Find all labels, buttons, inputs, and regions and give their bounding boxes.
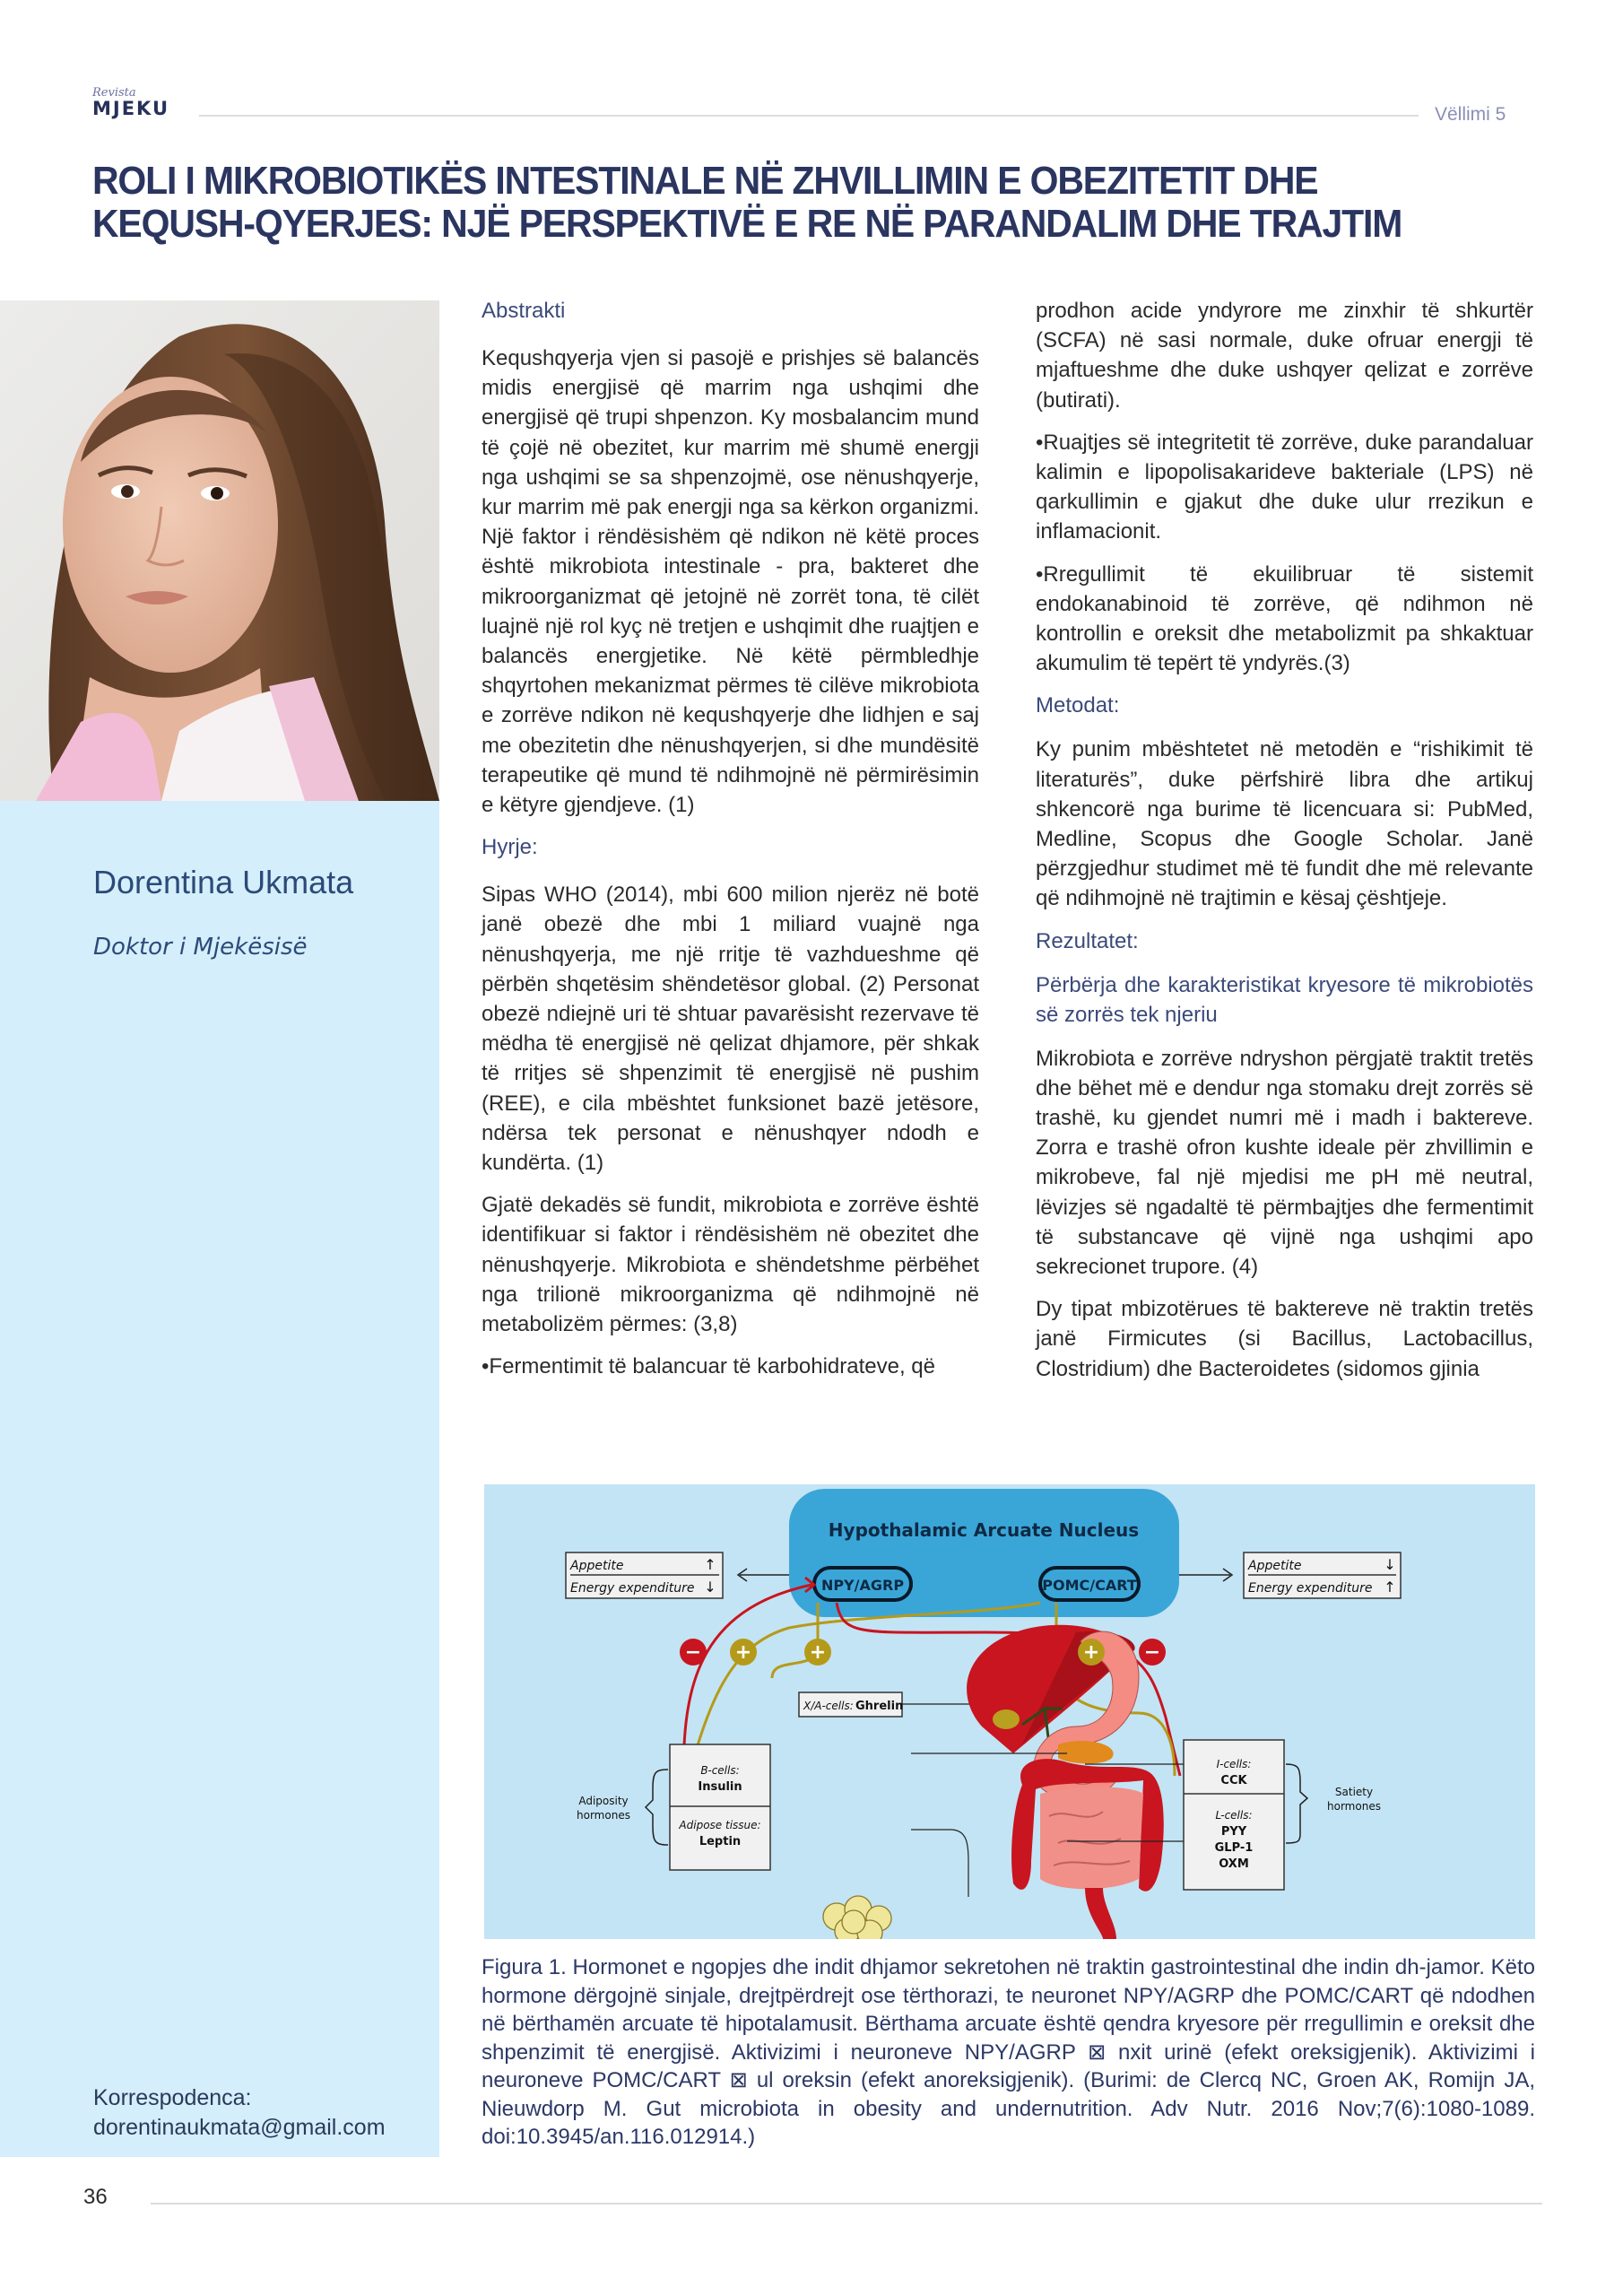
- ghrelin-box: [799, 1692, 903, 1717]
- left-appetite: Appetite: [570, 1559, 624, 1573]
- correspondence: [93, 2083, 386, 2143]
- ghrelin-label: Ghrelin: [855, 1700, 904, 1713]
- intro-heading: Hyrje:: [482, 835, 538, 860]
- results-subheading: Përbërja dhe karakteristikat kryesore të mikrobiotës së zorrës tek njeriu: [1036, 972, 1533, 1027]
- npy-agrp-label: NPY/AGRP: [820, 1577, 905, 1594]
- abstract-text: Kequshqyerja vjen si pasojë e prishjes së balancës midis energjisë që marrim nga ushqimi dhe energjisë që trupi shpenzon. Ky mosbalancim mund të çojë në obezitet, kur marrim më shumë energji nga ushqimi se sa shpenzojmë, ose nënushqyerje, kur marrim më pak energji nga sa kërkon organizmi. Një faktor i rëndësishëm që ndikon në këtë proces është mikrobiota intestinale - pra, bakteret dhe mikroorganizmat që jetojnë në zorrët tona, të cilët luajnë një rol kyç në tretjen e ushqimit dhe ruajtjen e balancës energjetike. Në këtë përmbledhje shqyrtohen mekanizmat përmes të cilëve mikrobiota e zorrëve ndikon në kequshqyerje dhe lidhjen e saj me obezitetin dhe nënushqyerjen, si dhe mundësitë terapeutike që mund të ndihmojnë në përmirësimin e këtyre gjendjeve. (1): [482, 346, 979, 818]
- page-number: 36: [83, 2185, 108, 2209]
- adiposity-hormones-boxes: [670, 1744, 770, 1870]
- plus-badge-left: [730, 1639, 757, 1665]
- author-email[interactable]: dorentinaukmata@gmail.com: [93, 2115, 386, 2140]
- intro-paragraph-1: Sipas WHO (2014), mbi 600 milion njerëz në botë janë obezë dhe mbi 1 miliard vuajnë nga nënushqyerja, me një rritje të vazhdueshme që përbën shqetësim shëndetësor global. (2) Personat obezë ndiejnë uri të shtuar pavarësisht rezervave të mëdha të energjisë në qelizat dhjamore, për shkak të rritjes së shpenzimit të energjisë në pushim (REE), e cila mbështet funksionet bazë jetësore, ndërsa tek personat e nënushqyer ndodh e kundërta. (1): [482, 883, 979, 1176]
- ghrelin-cells-label: X/A-cells:: [803, 1700, 854, 1712]
- diagram-svg: [484, 1484, 1535, 1939]
- bullet-1-start: •Fermentimit të balancuar të karbohidrateve, që: [482, 1354, 935, 1379]
- svg-text:+: +: [809, 1641, 827, 1664]
- insulin-label: Insulin: [698, 1780, 742, 1794]
- correspondence-label: Korrespodenca:: [93, 2085, 252, 2110]
- results-paragraph-2: Dy tipat mbizotërues të baktereve në traktin tretës janë Firmicutes (si Bacillus, Lactobacillus, Clostridium) dhe Bacteroidetes (sidomos gjinia: [1036, 1297, 1533, 1381]
- left-energy: Energy expenditure: [570, 1581, 695, 1596]
- leptin-label: Leptin: [699, 1835, 742, 1848]
- intro-paragraph-2: Gjatë dekadës së fundit, mikrobiota e zorrëve është identifikuar si faktor i rëndësishëm në obezitet dhe nënushqyerje. Mikrobiota e shëndetshme përbëhet nga trilionë mikroorganizma që ndihmojnë në metabolizëm përmes: (3,8): [482, 1193, 979, 1337]
- nucleus-title: Hypothalamic Arcuate Nucleus: [828, 1519, 1140, 1541]
- pomc-cart-label: POMC/CART: [1042, 1577, 1137, 1594]
- l-cells-label: L-cells:: [1215, 1809, 1253, 1822]
- adiposity-hormones-label-1: Adiposity: [578, 1795, 629, 1807]
- left-energy-arrow: ↓: [704, 1578, 716, 1596]
- journal-logo: [92, 87, 169, 118]
- results-heading: Rezultatet:: [1036, 928, 1139, 953]
- left-appetite-arrow: ↑: [704, 1556, 716, 1573]
- adipose-tissue-label: Adipose tissue:: [679, 1819, 761, 1831]
- methods-heading: Metodat:: [1036, 693, 1120, 718]
- right-appetite-arrow: ↓: [1384, 1556, 1396, 1573]
- logo-mjeku: MJEKU: [92, 98, 170, 119]
- volume-label: Vëllimi 5: [1435, 104, 1506, 125]
- author-role: Doktor i Mjekësisë: [93, 934, 308, 961]
- minus-badge-left: [680, 1639, 707, 1665]
- header-rule: [199, 115, 1419, 117]
- bullet-1-end: prodhon acide yndyrore me zinxhir të shkurtër (SCFA) në sasi normale, duke ofruar energji të mjaftueshme dhe duke ushqyer qelizat e zorrëve (butirati).: [1036, 299, 1533, 413]
- right-energy: Energy expenditure: [1248, 1581, 1373, 1596]
- i-cells-label: I-cells:: [1216, 1758, 1252, 1770]
- adiposity-hormones-label-2: hormones: [577, 1809, 630, 1822]
- right-appetite: Appetite: [1248, 1559, 1302, 1573]
- satiety-hormones-boxes: [1184, 1740, 1284, 1890]
- abstract-heading: Abstrakti: [482, 299, 566, 323]
- pyy-label: PYY: [1220, 1825, 1247, 1839]
- cck-label: CCK: [1220, 1774, 1247, 1787]
- svg-text:+: +: [1082, 1641, 1100, 1664]
- author-photo: [0, 300, 439, 801]
- adipose-cells-illustration: [823, 1896, 891, 1939]
- figure-caption: Figura 1. Hormonet e ngopjes dhe indit dhjamor sekretohen në traktin gastrointestinal dhe indin dh-jamor. Këto hormone dërgojnë sinjale, drejtpërdrejt ose tërthorazi, te neuronet NPY/AGRP dhe POMC/CART që ndodhen në bërthamën arcuate të hipotalamusit. Bërthama arcuate është qendra kryesore për rregullimin e oreksit dhe shpenzimit të energjisë. Aktivizimi i neuroneve NPY/AGRP ⊠ nxit urinë (efekt oreksigjenik). Aktivizimi i neuroneve POMC/CART ⊠ ul oreksin (efekt anoreksigjenik). (Burimi: de Clercq NC, Groen AK, Romijn JA, Nieuwdorp M. Gut microbiota in obesity and undernutrition. Adv Nutr. 2016 Nov;7(6):1080-1089. doi:10.3945/an.116.012914.): [482, 1955, 1535, 2149]
- column-right: [1036, 296, 1533, 1396]
- digestive-organs-illustration: [967, 1625, 1164, 1939]
- leptin-pointer: [911, 1830, 968, 1897]
- article-title: ROLI I MIKROBIOTIKËS INTESTINALE NË ZHVILLIMIN E OBEZITETIT DHE KEQUSH-QYERJES: NJË PERSPEKTIVË E RE NË PARANDALIM DHE TRAJTIM: [92, 159, 1402, 246]
- satiety-hormones-label-2: hormones: [1327, 1800, 1381, 1813]
- adiposity-brace: [646, 1770, 668, 1845]
- svg-text:+: +: [734, 1641, 752, 1664]
- figure-hormone-diagram: [484, 1484, 1535, 1939]
- glp1-label: GLP-1: [1214, 1841, 1254, 1855]
- right-energy-arrow: ↑: [1384, 1578, 1396, 1596]
- minus-badge-right: [1139, 1639, 1166, 1665]
- oxm-label: OXM: [1219, 1857, 1249, 1871]
- b-cells-label: B-cells:: [700, 1764, 740, 1777]
- left-effect-box: [566, 1552, 723, 1598]
- right-effect-box: [1244, 1552, 1401, 1598]
- satiety-hormones-label-1: Satiety: [1334, 1786, 1374, 1798]
- author-sidebar: [0, 801, 439, 2157]
- results-paragraph-1: Mikrobiota e zorrëve ndryshon përgjatë traktit tretës dhe bëhet më e dendur nga stomaku drejt zorrës së trashë, ku gjendet numri më i madh i baktereve. Zorra e trashë ofron kushte ideale për zhvillimin e mikrobeve, fal një mjedisi me pH më neutral, lëvizjes së ngadaltë të përmbajtjes dhe fermentimit të substancave që vijnë nga ushqimi apo sekrecionet trupore. (4): [1036, 1046, 1533, 1280]
- satiety-brace: [1286, 1764, 1307, 1843]
- author-name: Dorentina Ukmata: [93, 864, 354, 900]
- plus-badge-ghrelin: [804, 1639, 831, 1665]
- column-middle: [482, 296, 979, 1395]
- bullet-3: •Rregullimit të ekuilibruar të sistemit endokanabinoid të zorrëve, që ndihmon në kontrollin e oreksit dhe metabolizmit pa shkaktuar akumulim të tepërt të yndyrës.(3): [1036, 561, 1533, 676]
- footer-rule: [151, 2203, 1542, 2205]
- svg-text:−: −: [1143, 1641, 1161, 1664]
- methods-text: Ky punim mbështetet në metodën e “rishikimit të literaturës”, duke përfshirë libra dhe artikuj shkencorë nga burime të licencuara si: PubMed, Medline, Scopus dhe Google Scholar. Janë përzgjedhur studimet më të fundit dhe më relevante që ndihmojnë në trajtimin e kësaj çështjeje.: [1036, 737, 1533, 911]
- plus-badge-right: [1078, 1639, 1105, 1665]
- bullet-2: •Ruajtjes së integritetit të zorrëve, duke parandaluar kalimin e lipopolisakarideve bakteriale (LPS) në qarkullimin e gjakut dhe duke ulur rrezikun e inflamacionit.: [1036, 430, 1533, 544]
- svg-text:−: −: [684, 1641, 702, 1664]
- author-portrait-illustration: [0, 300, 439, 801]
- logo-revista: Revista: [92, 86, 136, 100]
